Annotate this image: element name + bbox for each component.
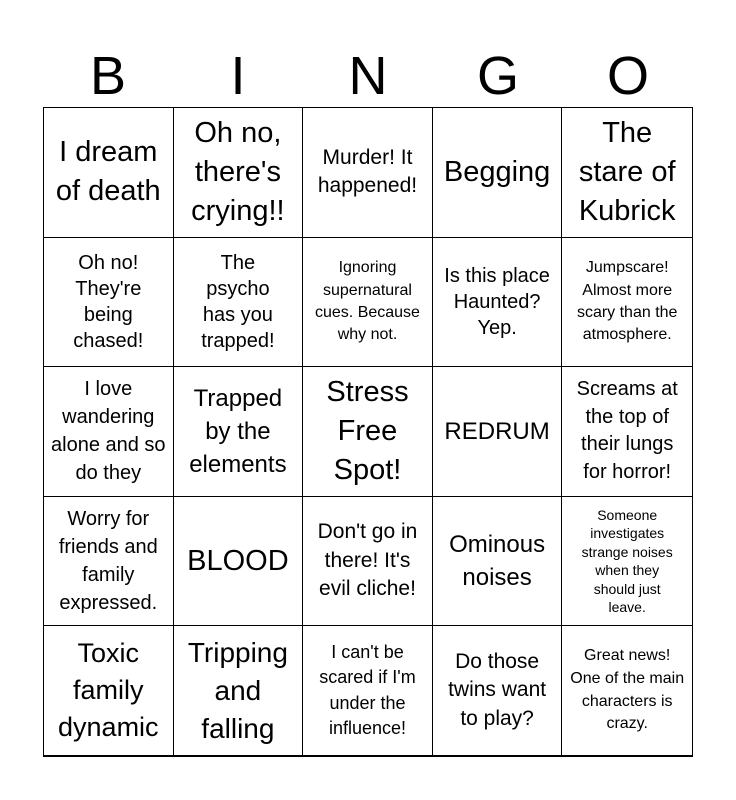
bingo-cell[interactable]	[303, 626, 433, 756]
bingo-cell[interactable]	[433, 497, 563, 627]
header-letter-g: G	[476, 46, 519, 106]
cell-text: Ominous noises	[449, 530, 546, 592]
bingo-cell[interactable]	[174, 497, 304, 627]
bingo-cell[interactable]	[433, 108, 563, 238]
cell-text: Ignoring supernatural cues. Because why not.	[315, 259, 420, 344]
cell-text: Tripping and falling	[187, 636, 288, 744]
cell-text: Toxic family dynamic	[58, 637, 159, 743]
header-letter-n: N	[348, 46, 388, 106]
bingo-cell[interactable]	[44, 367, 174, 497]
cell-text: I can't be scared if I'm under the influence!	[319, 641, 416, 739]
cell-text: BLOOD	[187, 544, 289, 577]
cell-text: Screams at the top of their lungs for horror!	[576, 378, 678, 484]
cell-text: Don't go in there! It's evil cliche!	[317, 520, 418, 601]
bingo-cell[interactable]	[174, 238, 304, 368]
cell-text: Murder! It happened!	[317, 145, 418, 198]
cell-text: The stare of Kubrick	[578, 117, 676, 227]
header-letter-b: B	[89, 46, 127, 106]
bingo-cell[interactable]	[303, 108, 433, 238]
bingo-cell[interactable]	[303, 497, 433, 627]
cell-text: Oh no, there's crying!!	[191, 117, 285, 227]
bingo-cell[interactable]	[303, 367, 433, 497]
cell-text: Jumpscare! Almost more scary than the atmosphere.	[576, 259, 678, 344]
cell-text: REDRUM	[444, 417, 550, 445]
bingo-cell[interactable]	[44, 108, 174, 238]
cell-text: Do those twins want to play?	[448, 649, 547, 730]
cell-text: Trapped by the elements	[189, 384, 287, 479]
bingo-cell[interactable]	[433, 367, 563, 497]
bingo-cell[interactable]	[562, 238, 692, 368]
bingo-cell[interactable]	[562, 367, 692, 497]
bingo-cell[interactable]	[44, 497, 174, 627]
bingo-board	[43, 107, 693, 757]
cell-text: Worry for friends and family expressed.	[58, 508, 158, 615]
cell-text: Someone investigates strange noises when they should just leave.	[581, 506, 673, 616]
bingo-cell[interactable]	[44, 626, 174, 756]
cell-text: Begging	[443, 155, 551, 188]
cell-text: Is this place Haunted? Yep.	[444, 264, 550, 339]
cell-text: I dream of death	[55, 136, 161, 208]
bingo-cell[interactable]	[174, 108, 304, 238]
bingo-header	[43, 44, 693, 108]
cell-text: Great news! One of the main characters is crazy.	[570, 647, 685, 733]
cell-text: Stress Free Spot!	[326, 376, 409, 486]
bingo-cell[interactable]	[174, 367, 304, 497]
cell-text: I love wandering alone and so do they	[51, 378, 166, 485]
bingo-cell[interactable]	[562, 626, 692, 756]
bingo-cell[interactable]	[562, 497, 692, 627]
bingo-cell[interactable]	[433, 238, 563, 368]
header-letter-i: I	[230, 46, 246, 106]
bingo-cell[interactable]	[303, 238, 433, 368]
header-letter-o: O	[606, 46, 649, 106]
cell-text: Oh no! They're being chased!	[73, 251, 144, 352]
bingo-cell[interactable]	[174, 626, 304, 756]
bingo-cell[interactable]	[562, 108, 692, 238]
bingo-cell[interactable]	[433, 626, 563, 756]
cell-text: The psycho has you trapped!	[201, 251, 275, 352]
bingo-cell[interactable]	[44, 238, 174, 368]
